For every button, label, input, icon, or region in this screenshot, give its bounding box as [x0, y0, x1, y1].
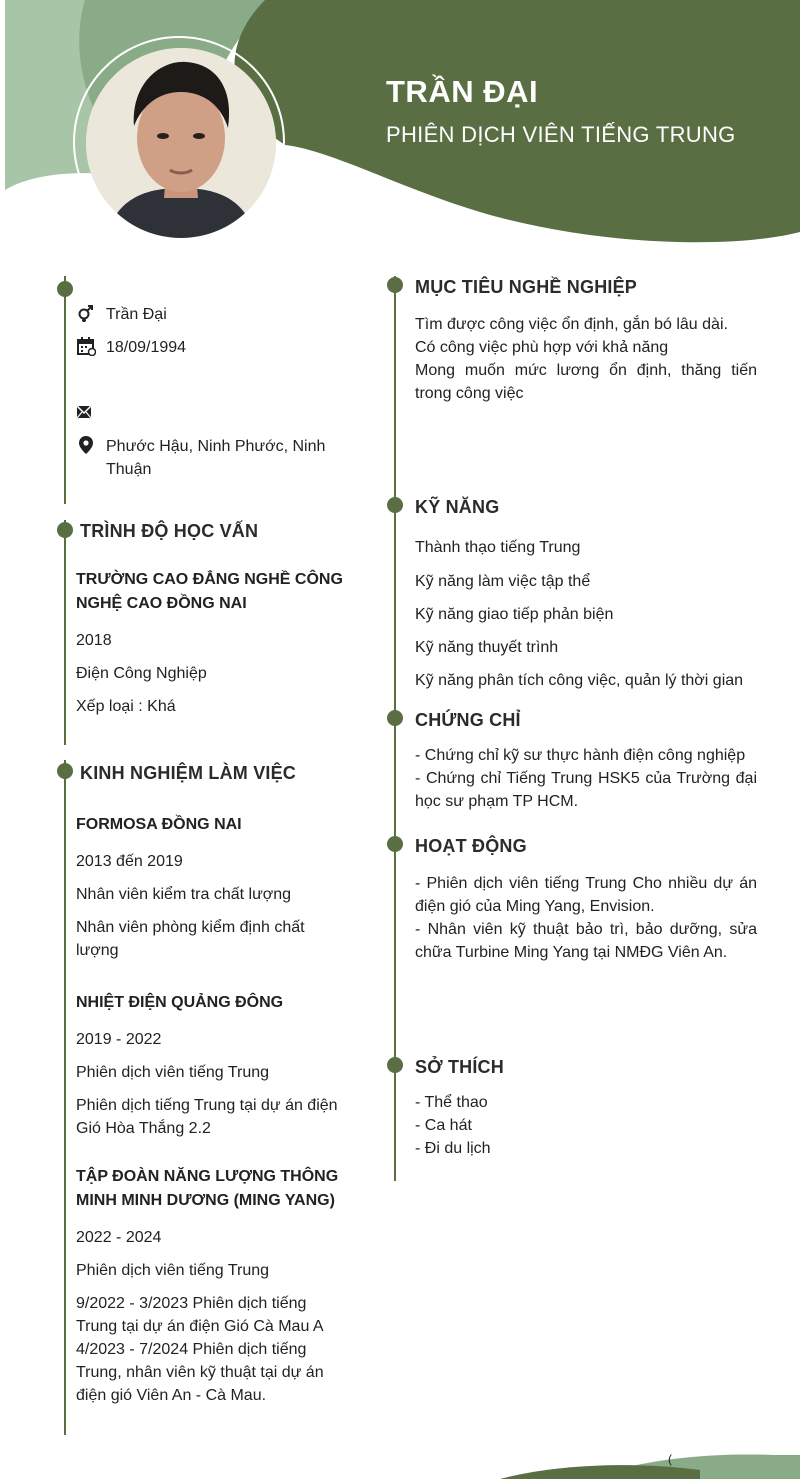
timeline-dot [387, 836, 403, 852]
location-pin-icon [77, 435, 97, 455]
job-description: 9/2022 - 3/2023 Phiên dịch tiếng Trung tại dự án điện Gió Cà Mau A 4/2023 - 7/2024 Phiên dịch tiếng Trung, nhân viên kỹ thuật tại dự án điện gió Viên An - Cà Mau. [76, 1295, 324, 1404]
timeline-dot [57, 522, 73, 538]
contact-address: Phước Hậu, Ninh Phước, Ninh Thuận [106, 438, 326, 478]
skill-item: Thành thạo tiếng Trung [415, 539, 581, 556]
timeline-dot [387, 497, 403, 513]
timeline-dot [387, 710, 403, 726]
objective-title: MỤC TIÊU NGHỀ NGHIỆP [415, 277, 638, 297]
timeline-dot [387, 277, 403, 293]
skill-item: Kỹ năng giao tiếp phản biện [415, 606, 614, 623]
timeline-dot [387, 1057, 403, 1073]
education-title: TRÌNH ĐỘ HỌC VẤN [80, 521, 259, 541]
gender-icon [76, 303, 96, 323]
objective-text: Tìm được công việc ổn định, gắn bó lâu dài. Có công việc phù hợp với khả năng Mong muốn mức lương ổn định, thăng tiến trong công việc [415, 316, 757, 402]
hobbies-title: SỞ THÍCH [415, 1057, 504, 1077]
skill-item: Kỹ năng phân tích công việc, quản lý thời gian [415, 672, 744, 689]
education-major: Điện Công Nghiệp [76, 665, 207, 682]
calendar-icon [76, 336, 96, 356]
footer-wave-dark [500, 1465, 700, 1479]
portrait-icon [86, 48, 276, 238]
timeline-dot [57, 281, 73, 297]
footer-mark: ( [668, 1452, 672, 1466]
education-school: TRƯỜNG CAO ĐẲNG NGHỀ CÔNG NGHỆ CAO ĐỒNG NAI [76, 571, 343, 612]
left-timeline [64, 520, 66, 745]
job-period: 2019 - 2022 [76, 1031, 162, 1048]
certificates-title: CHỨNG CHỈ [415, 710, 521, 730]
candidate-role: PHIÊN DỊCH VIÊN TIẾNG TRUNG [386, 122, 736, 147]
job-description: Phiên dịch tiếng Trung tại dự án điện Gió Hòa Thắng 2.2 [76, 1097, 338, 1137]
hobbies-list: - Thể thao - Ca hát - Đi du lịch [415, 1094, 491, 1157]
contact-birthday: 18/09/1994 [106, 339, 187, 356]
job-company: NHIỆT ĐIỆN QUẢNG ĐÔNG [76, 994, 284, 1011]
job-period: 2013 đến 2019 [76, 853, 183, 870]
candidate-name: TRẦN ĐẠI [386, 74, 539, 109]
activities-title: HOẠT ĐỘNG [415, 836, 527, 856]
job-company: FORMOSA ĐỒNG NAI [76, 816, 242, 833]
timeline-dot [57, 763, 73, 779]
education-grade: Xếp loại : Khá [76, 698, 176, 715]
education-year: 2018 [76, 632, 112, 649]
envelope-icon [76, 403, 96, 423]
job-position: Nhân viên kiểm tra chất lượng [76, 886, 292, 903]
right-timeline [394, 276, 396, 1181]
activities-text: - Phiên dịch viên tiếng Trung Cho nhiều dự án điện gió của Ming Yang, Envision. - Nhân viên kỹ thuật bảo trì, bảo dưỡng, sửa chữa Turbine Ming Yang tại NMĐG Viên An. [415, 875, 757, 961]
skill-item: Kỹ năng làm việc tập thể [415, 573, 591, 590]
avatar [86, 48, 276, 238]
job-position: Phiên dịch viên tiếng Trung [76, 1262, 270, 1279]
job-period: 2022 - 2024 [76, 1229, 162, 1246]
skills-title: KỸ NĂNG [415, 497, 500, 517]
left-timeline [64, 276, 66, 504]
job-company: TẬP ĐOÀN NĂNG LƯỢNG THÔNG MINH MINH DƯƠNG (MING YANG) [76, 1168, 339, 1209]
skill-item: Kỹ năng thuyết trình [415, 639, 559, 656]
left-timeline [64, 760, 66, 1435]
job-description: Nhân viên phòng kiểm định chất lượng [76, 919, 305, 959]
job-position: Phiên dịch viên tiếng Trung [76, 1064, 270, 1081]
contact-fullname: Trần Đại [106, 306, 167, 323]
certificates-text: - Chứng chỉ kỹ sư thực hành điện công nghiệp - Chứng chỉ Tiếng Trung HSK5 của Trường đại học sư phạm TP HCM. [415, 747, 757, 810]
experience-title: KINH NGHIỆM LÀM VIỆC [80, 763, 297, 783]
